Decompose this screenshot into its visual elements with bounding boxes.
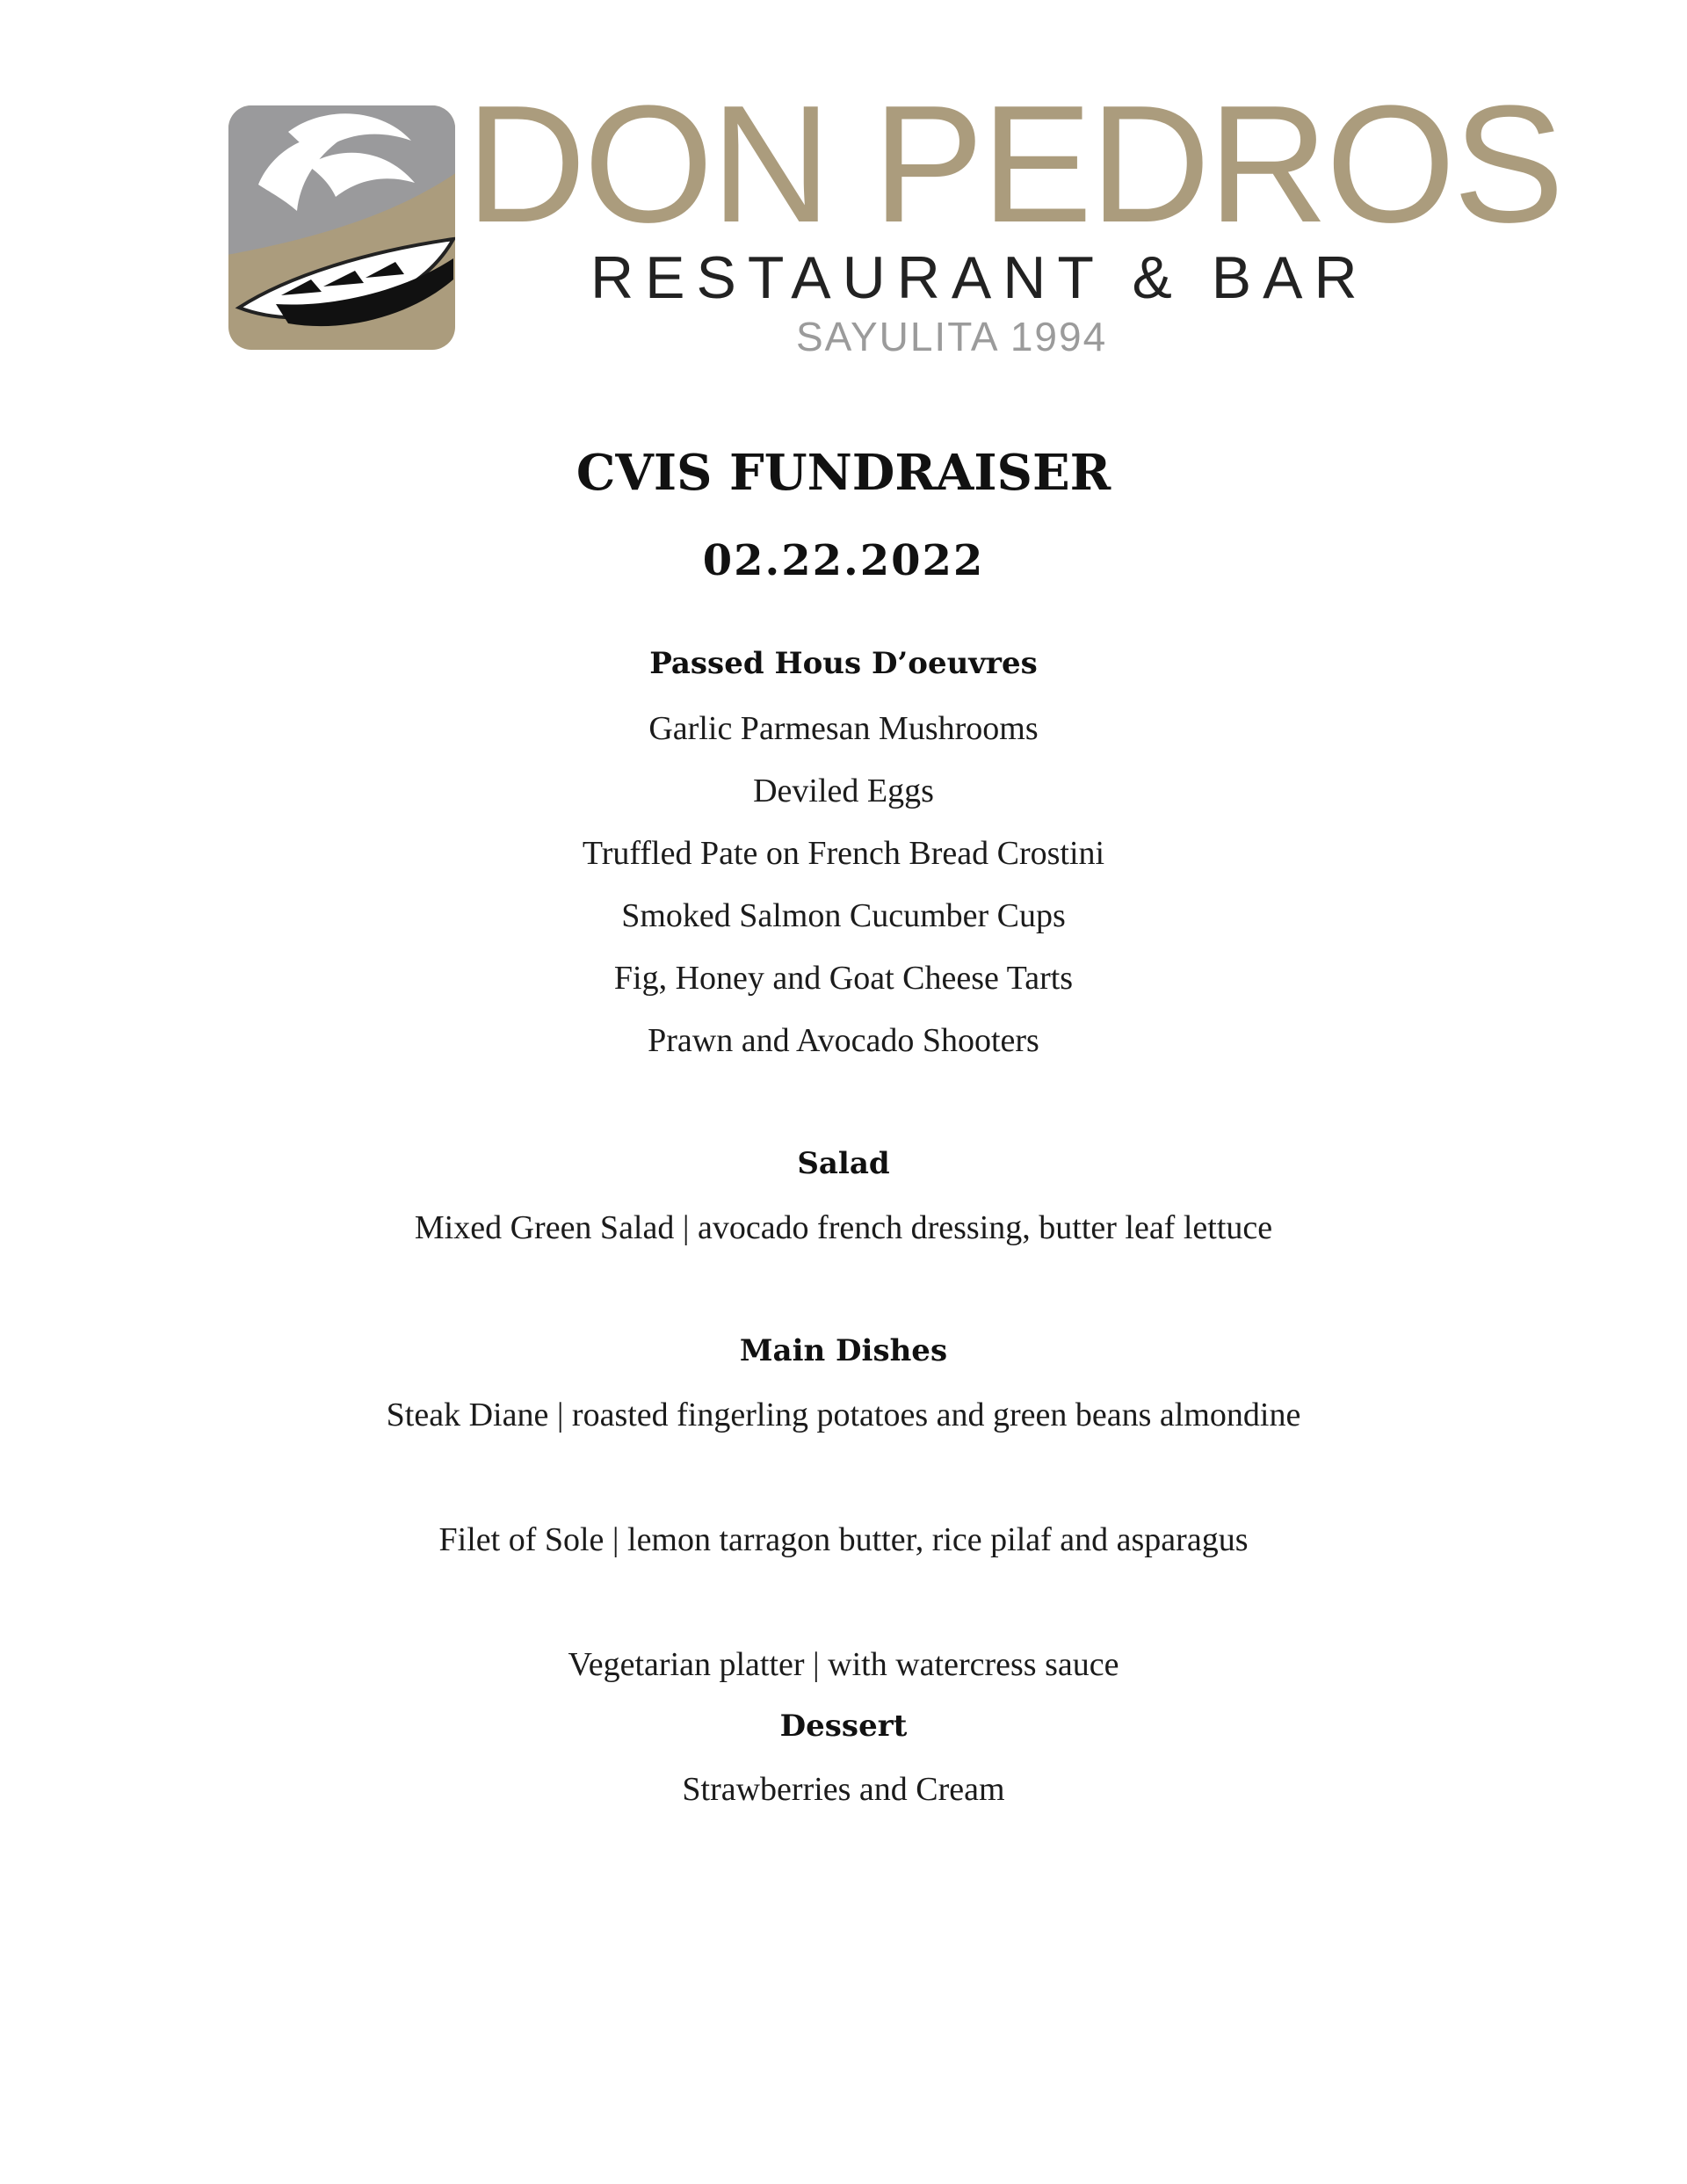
brand-subtitle: RESTAURANT & BAR: [590, 244, 1369, 311]
menu-item: Deviled Eggs: [753, 773, 934, 809]
menu-item: Truffled Pate on French Bread Crostini: [582, 835, 1105, 872]
menu-item: Vegetarian platter | with watercress sauce: [568, 1646, 1119, 1683]
brand-established: SAYULITA 1994: [796, 314, 1108, 359]
brand-name: DON PEDROS: [466, 71, 1562, 258]
menu-item: Garlic Parmesan Mushrooms: [648, 710, 1039, 747]
palm-and-boat-logo-icon: [227, 104, 457, 352]
section-heading-salad: Salad: [797, 1146, 890, 1181]
menu-item: Prawn and Avocado Shooters: [648, 1022, 1039, 1059]
menu-item: Filet of Sole | lemon tarragon butter, rice pilaf and asparagus: [438, 1521, 1249, 1558]
menu-item: Mixed Green Salad | avocado french dressing, butter leaf lettuce: [414, 1209, 1273, 1246]
menu-item: Strawberries and Cream: [682, 1771, 1005, 1808]
event-title: CVIS FUNDRAISER: [576, 444, 1111, 502]
menu-item: Fig, Honey and Goat Cheese Tarts: [613, 960, 1074, 997]
menu-item: Smoked Salmon Cucumber Cups: [621, 897, 1066, 934]
section-heading-dessert: Dessert: [779, 1709, 908, 1744]
menu-item: Steak Diane | roasted fingerling potatoes and green beans almondine: [386, 1397, 1301, 1433]
section-heading-hors-doeuvres: Passed Hous D’oeuvres: [649, 646, 1038, 681]
section-heading-main-dishes: Main Dishes: [739, 1333, 948, 1368]
event-date: 02.22.2022: [702, 536, 985, 585]
